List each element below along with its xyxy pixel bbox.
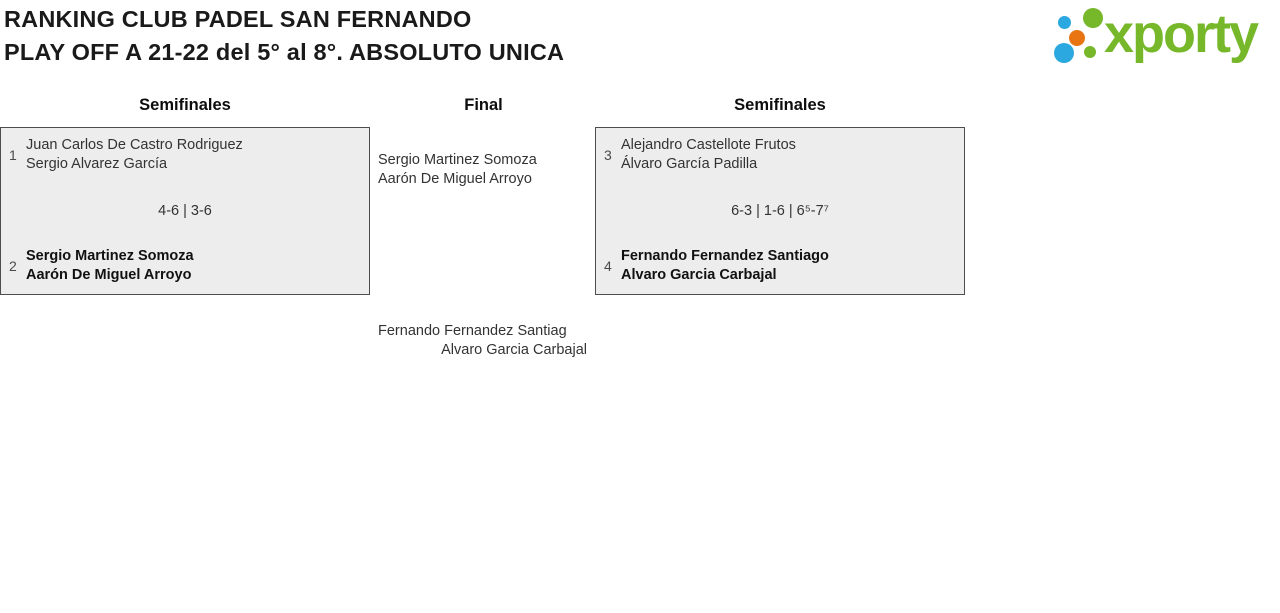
seed-number: 2 xyxy=(9,258,17,274)
team-players-winner xyxy=(621,247,829,285)
tournament-category: PLAY OFF A 21-22 del 5° al 8°. ABSOLUTO UNICA xyxy=(4,39,565,65)
team-players-winner xyxy=(26,247,194,285)
player-name: Sergio Martinez Somoza xyxy=(26,248,194,264)
logo-dot-blue-small-icon xyxy=(1058,16,1071,29)
match-box-semifinal-left[interactable] xyxy=(0,127,370,295)
seed-number: 4 xyxy=(604,258,612,274)
match-score: 4-6 | 3-6 xyxy=(158,202,212,219)
final-team-from-left-semifinal xyxy=(378,151,537,189)
logo-dot-green-large-icon xyxy=(1083,8,1103,28)
player-name: Sergio Martinez Somoza xyxy=(378,152,537,168)
seed-number: 1 xyxy=(9,147,17,163)
team-row xyxy=(1,247,369,294)
seed-number: 3 xyxy=(604,147,612,163)
final-winner-team xyxy=(378,322,587,360)
team-players xyxy=(621,136,796,174)
team-row xyxy=(596,128,964,174)
logo-dot-green-small-icon xyxy=(1084,46,1096,58)
tournament-name: RANKING CLUB PADEL SAN FERNANDO xyxy=(4,6,472,32)
player-name: Álvaro García Padilla xyxy=(621,156,758,172)
player-name: Alvaro Garcia Carbajal xyxy=(621,267,777,283)
match-box-semifinal-right[interactable] xyxy=(595,127,965,295)
player-name: Fernando Fernandez Santiag xyxy=(378,323,567,339)
team-row xyxy=(1,128,369,174)
team-row xyxy=(596,247,964,294)
logo-wordmark: xporty xyxy=(1104,4,1258,64)
round-header-final: Final xyxy=(464,96,503,114)
match-score: 6-3 | 1-6 | 6⁵-7⁷ xyxy=(731,202,829,219)
logo-dot-orange-icon xyxy=(1069,30,1085,46)
player-name: Alejandro Castellote Frutos xyxy=(621,137,796,153)
logo-dot-blue-large-icon xyxy=(1054,43,1074,63)
player-name: Sergio Alvarez García xyxy=(26,156,168,172)
player-name: Aarón De Miguel Arroyo xyxy=(378,171,532,187)
player-name: Aarón De Miguel Arroyo xyxy=(26,267,192,283)
round-header-semifinals-left: Semifinales xyxy=(139,96,231,114)
team-players xyxy=(26,136,243,174)
round-header-semifinals-right: Semifinales xyxy=(734,96,826,114)
player-name: Juan Carlos De Castro Rodriguez xyxy=(26,137,243,153)
player-name: Alvaro Garcia Carbajal xyxy=(441,342,587,358)
page-title xyxy=(4,3,564,69)
player-name: Fernando Fernandez Santiago xyxy=(621,248,829,264)
